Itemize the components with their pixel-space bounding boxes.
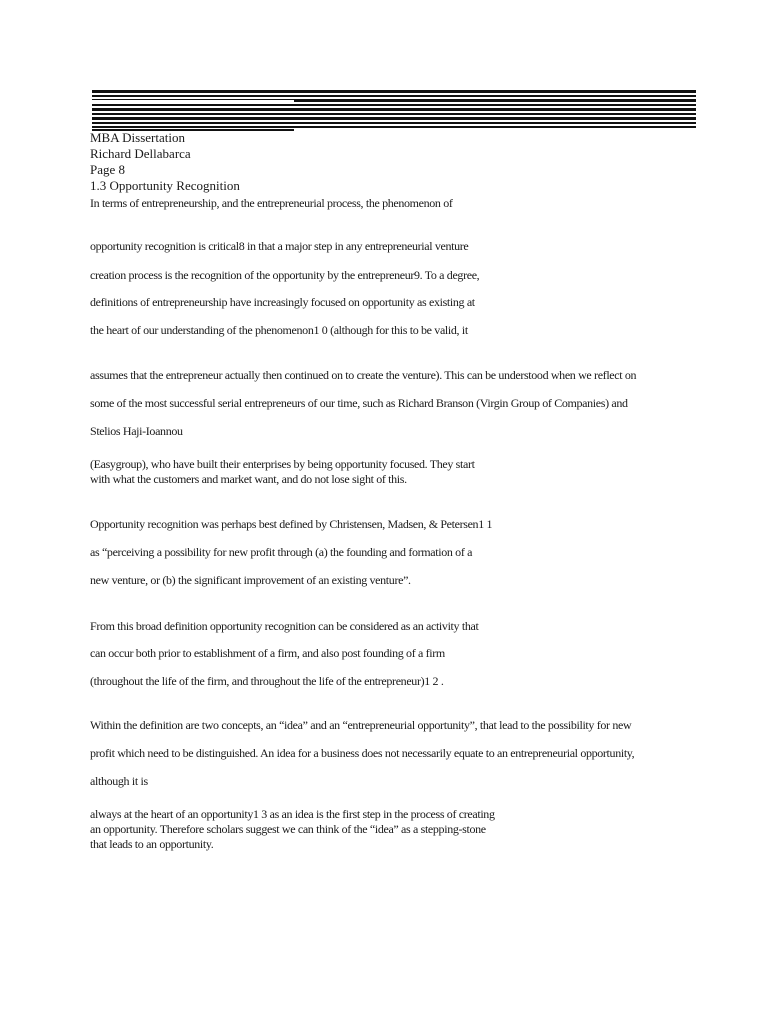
body-text-line: new venture, or (b) the significant improvement of an existing venture”. [90,573,411,587]
body-text-line: assumes that the entrepreneur actually then continued on to create the venture). This can be understood when we reflect on [90,368,637,382]
body-text-line: always at the heart of an opportunity1 3 as an idea is the first step in the process of creating [90,807,495,821]
body-text-line: with what the customers and market want, and do not lose sight of this. [90,472,407,486]
body-text-line: Within the definition are two concepts, an “idea” and an “entrepreneurial opportunity”, that lead to the possibility for new [90,718,632,732]
header-rule [92,126,696,128]
body-text-line: creation process is the recognition of the opportunity by the entrepreneur9. To a degree, [90,268,480,282]
author-name: Richard Dellabarca [90,146,191,161]
header-rule [92,108,696,111]
body-text-line: definitions of entrepreneurship have increasingly focused on opportunity as existing at [90,295,475,309]
header-rule [92,104,696,106]
body-text-line: opportunity recognition is critical8 in that a major step in any entrepreneurial venture [90,239,469,253]
header-rule-short [92,100,294,102]
body-text-line: From this broad definition opportunity recognition can be considered as an activity that [90,619,479,633]
document-title: MBA Dissertation [90,130,185,145]
body-text-line: the heart of our understanding of the phenomenon1 0 (although for this to be valid, it [90,323,468,337]
header-rule [92,122,696,124]
body-text-line: profit which need to be distinguished. An idea for a business does not necessarily equate to an entrepreneurial opportunity, [90,746,635,760]
body-text-line: an opportunity. Therefore scholars suggest we can think of the “idea” as a stepping-stone [90,822,486,836]
body-text-line: In terms of entrepreneurship, and the entrepreneurial process, the phenomenon of [90,196,453,210]
body-text-line: that leads to an opportunity. [90,837,214,851]
body-text-line: although it is [90,774,148,788]
page-number: Page 8 [90,162,126,177]
body-text-line: as “perceiving a possibility for new profit through (a) the founding and formation of a [90,545,473,559]
section-heading: 1.3 Opportunity Recognition [90,178,240,193]
body-text-line: some of the most successful serial entrepreneurs of our time, such as Richard Branson (Virgin Group of Companies) and [90,396,628,410]
header-rule [92,117,696,120]
body-text-line: (Easygroup), who have built their enterprises by being opportunity focused. They start [90,457,475,471]
header-rule-block [92,90,696,132]
body-text-line: Stelios Haji-Ioannou [90,424,183,438]
header-rule [92,90,696,93]
header-rule [92,95,696,97]
body-text-line: (throughout the life of the firm, and throughout the life of the entrepreneur)1 2 . [90,674,444,688]
body-text-line: can occur both prior to establishment of a firm, and also post founding of a firm [90,646,445,660]
header-rule [92,113,696,115]
body-text-line: Opportunity recognition was perhaps best defined by Christensen, Madsen, & Petersen1 1 [90,517,493,531]
